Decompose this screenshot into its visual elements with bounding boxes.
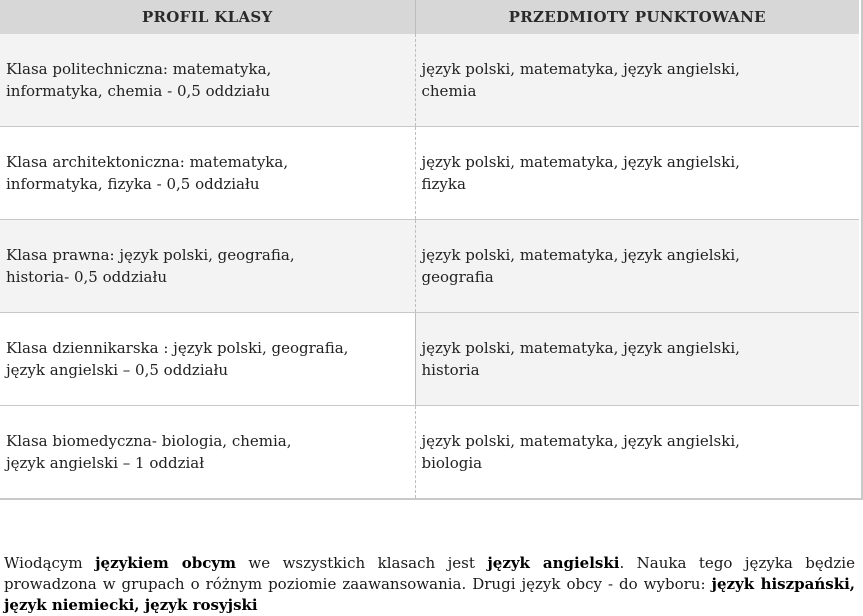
header-subjects: PRZEDMIOTY PUNKTOWANE (415, 0, 859, 34)
table-header (0, 0, 859, 34)
subjects-text-line: historia (421, 361, 480, 379)
profile-text-line: Klasa architektoniczna: matematyka, (6, 153, 289, 171)
table-body (0, 34, 859, 498)
note-bold-foreign-language: językiem obcym (95, 554, 236, 572)
note-text: we wszystkich klasach jest (235, 554, 488, 572)
subjects-text-line: biologia (421, 454, 483, 472)
subjects-text-line: chemia (421, 82, 477, 100)
subjects-cell (415, 34, 859, 127)
subjects-cell (415, 220, 859, 313)
note-bold-second-languages: język hiszpański, język niemiecki, język rosyjski (4, 575, 856, 614)
table-row (0, 34, 859, 127)
subjects-text-line: język polski, matematyka, język angielski, (421, 60, 740, 78)
subjects-text-line: fizyka (421, 175, 466, 193)
table-row (0, 313, 859, 406)
profile-cell (0, 34, 415, 127)
profile-text-line: Klasa dziennikarska : język polski, geografia, (6, 339, 349, 357)
subjects-text-line: język polski, matematyka, język angielski, (421, 246, 740, 264)
subjects-cell (415, 313, 859, 406)
header-row (0, 0, 859, 34)
profile-text-line: informatyka, fizyka - 0,5 oddziału (6, 175, 260, 193)
profile-cell (0, 220, 415, 313)
profile-text-line: język angielski – 0,5 oddziału (6, 361, 229, 379)
profile-cell (0, 313, 415, 406)
table-row (0, 127, 859, 220)
profile-text-line: język angielski – 1 oddział (6, 454, 205, 472)
profile-text-line: Klasa biomedyczna- biologia, chemia, (6, 432, 292, 450)
profile-text-line: historia- 0,5 oddziału (6, 268, 167, 286)
note-bold-english: język angielski (487, 554, 620, 572)
header-profile: PROFIL KLASY (0, 0, 415, 34)
note-text: Wiodącym (4, 554, 96, 572)
subjects-text-line: język polski, matematyka, język angielski, (421, 339, 740, 357)
profile-text-line: informatyka, chemia - 0,5 oddziału (6, 82, 270, 100)
table-row (0, 220, 859, 313)
profile-text-line: Klasa politechniczna: matematyka, (6, 60, 272, 78)
subjects-text-line: geografia (421, 268, 494, 286)
subjects-cell (415, 406, 859, 499)
profile-cell (0, 127, 415, 220)
subjects-text-line: język polski, matematyka, język angielski, (421, 153, 740, 171)
note-text: . Nauka tego języka będzie prowadzona w grupach o różnym poziomie zaawansowania. Drugi język obcy - do wyboru: (4, 554, 855, 593)
table-row (0, 406, 859, 499)
subjects-text-line: język polski, matematyka, język angielski, (421, 432, 740, 450)
foreign-language-note (4, 553, 855, 616)
profile-text-line: Klasa prawna: język polski, geografia, (6, 246, 295, 264)
subjects-cell (415, 127, 859, 220)
profile-cell (0, 406, 415, 499)
